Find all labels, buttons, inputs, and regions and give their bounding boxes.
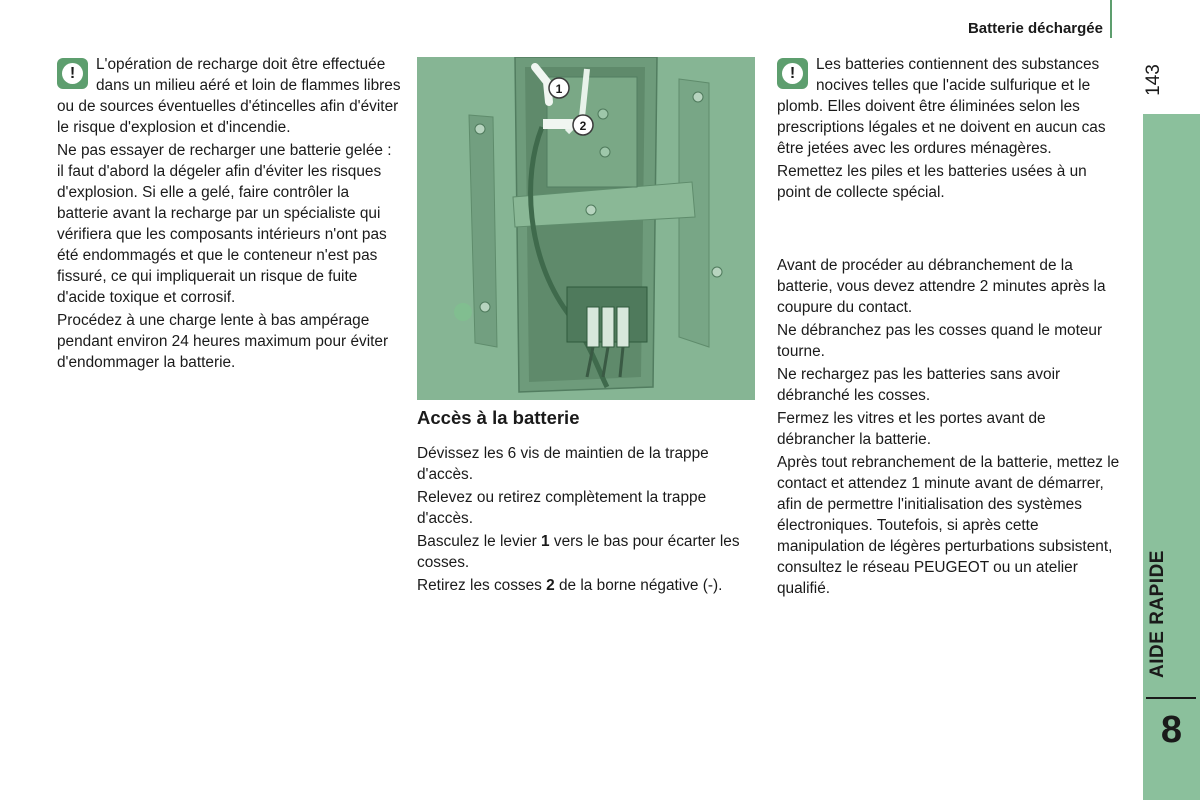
slow-charge-paragraph: Procédez à une charge lente à bas ampérage pendant environ 24 heures maximum pour éviter d'endommager la batterie.: [57, 312, 389, 371]
recharge-ventilation-paragraph: L'opération de recharge doit être effectuée dans un milieu aéré et loin de flammes libres ou de sources éventuelles d'étincelles afin d'éviter le risque d'explosion et d'incendie.: [57, 56, 401, 136]
collection-point-paragraph: Remettez les piles et les batteries usées à un point de collecte spécial.: [777, 163, 1087, 201]
battery-access-illustration: [417, 57, 755, 400]
section-title-battery-access: Accès à la batterie: [417, 407, 580, 428]
running-header-title: Batterie déchargée: [967, 20, 1103, 37]
wait-before-disconnect-paragraph: Avant de procéder au débranchement de la batterie, vous devez attendre 2 minutes après la coupure du contact.: [777, 257, 1106, 316]
reconnect-paragraph: Après tout rebranchement de la batterie, mettez le contact et attendez 1 minute avant de démarrer, afin de permettre l'initialisation des systèmes électroniques. Toutefois, si après cette manipulation de légères perturbations subsistent, consultez le réseau PEUGEOT ou un atelier qualifié.: [777, 454, 1120, 597]
recharge-disconnect-paragraph: Ne rechargez pas les batteries sans avoir débranché les cosses.: [777, 366, 1061, 404]
close-windows-paragraph: Fermez les vitres et les portes avant de débrancher la batterie.: [777, 410, 1046, 448]
header-divider: [1110, 0, 1112, 38]
unscrew-step: Dévissez les 6 vis de maintien de la trappe d'accès.: [417, 445, 709, 483]
engine-running-paragraph: Ne débranchez pas les cosses quand le moteur tourne.: [777, 322, 1103, 360]
chapter-number: 8: [1160, 708, 1183, 751]
chapter-label: AIDE RAPIDE: [1147, 550, 1168, 678]
callout-2: [573, 115, 593, 135]
lift-trap-step: Relevez ou retirez complètement la trappe d'accès.: [417, 489, 707, 527]
remove-step-text: Retirez les cosses: [417, 577, 547, 594]
lever-step: [417, 531, 757, 573]
middle-column: [417, 443, 757, 598]
lever-step-text: Basculez le levier: [417, 533, 542, 550]
warning-mark: !: [62, 63, 83, 84]
lever-step-ref: 1: [541, 533, 550, 550]
hazardous-substances-paragraph: Les batteries contiennent des substances nocives telles que l'acide sulfurique et le plomb. Elles doivent être éliminées selon les prescriptions légales et ne doivent en aucun cas être jetées avec les ordures ménagères.: [777, 56, 1106, 157]
callout-1: [549, 78, 569, 98]
page-number: 143: [1143, 64, 1164, 96]
remove-step-text-end: de la borne négative (-).: [554, 577, 723, 594]
svg-text:2: 2: [579, 119, 587, 133]
warning-icon: [777, 58, 808, 89]
warning-mark: !: [782, 63, 803, 84]
frozen-battery-paragraph: Ne pas essayer de recharger une batterie gelée : il faut d'abord la dégeler afin d'éviter les risques d'explosion. Si elle a gelé, faire contrôler la batterie avant la recharge par un spécialiste qui vérifiera que les composants intérieurs n'ont pas été endommagés et que le conteneur n'est pas fissuré, ce qui impliquerait un risque de fuite d'acide toxique et corrosif.: [57, 142, 392, 306]
right-column: [777, 54, 1122, 601]
warning-icon: [57, 58, 88, 89]
chapter-divider: [1146, 697, 1196, 699]
battery-compartment-drawing: [417, 57, 755, 400]
remove-step-ref: 2: [546, 577, 555, 594]
left-column: [57, 54, 402, 375]
remove-terminals-step: [417, 575, 757, 596]
svg-text:1: 1: [555, 82, 563, 96]
lever-step-text-end: vers le bas pour écarter les cosses.: [417, 533, 740, 571]
